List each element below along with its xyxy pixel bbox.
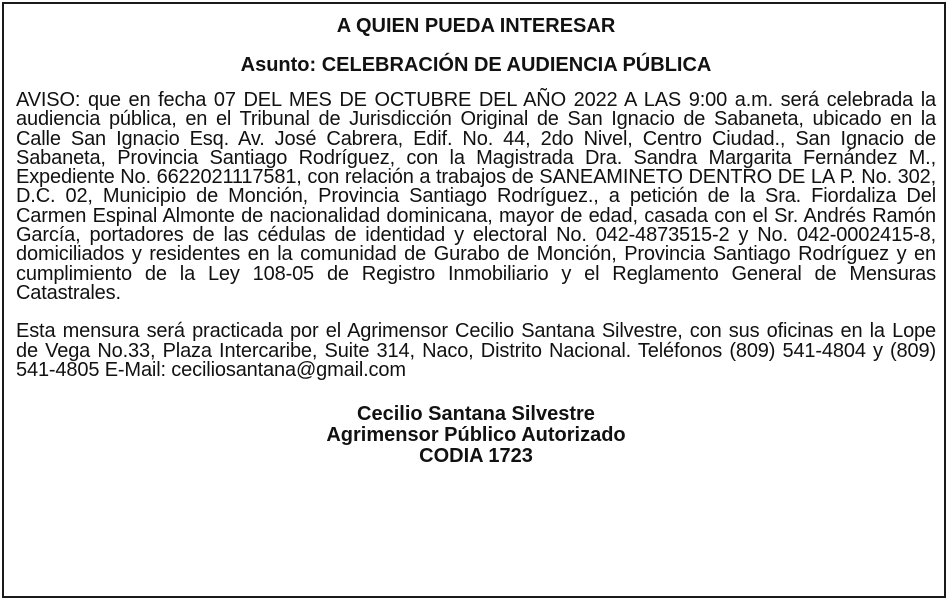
signature-block: [16, 404, 936, 467]
notice-title: A QUIEN PUEDA INTERESAR: [336, 15, 616, 37]
signature-codia: CODIA 1723: [419, 445, 533, 468]
signature-role: Agrimensor Público Autorizado: [326, 424, 626, 447]
notice-subject: Asunto: CELEBRACIÓN DE AUDIENCIA PÚBLICA: [240, 54, 712, 76]
notice-paragraph-surveyor: Esta mensura será practicada por el Agrimensor Cecilio Santana Silvestre, con sus oficinas en la Lope de Vega No.33, Plaza Intercaribe, Suite 314, Naco, Distrito Nacional. Teléfonos (809) 541-4804 y (809) 541-4805 E-Mail: ceciliosantana@gmail.com: [16, 320, 936, 381]
signature-name: Cecilio Santana Silvestre: [357, 403, 595, 426]
notice-paragraph-announcement: AVISO: que en fecha 07 DEL MES DE OCTUBRE DEL AÑO 2022 A LAS 9:00 a.m. será celebrada la audiencia pública, en el Tribunal de Jurisdicción Original de San Ignacio de Sabaneta, ubicado en la Calle San Ignacio Esq. Av. José Cabrera, Edif. No. 44, 2do Nivel, Centro Ciudad., San Ignacio de Sabaneta, Provincia Santiago Rodríguez, con la Magistrada Dra. Sandra Margarita Fernández M., Expediente No. 6622021117581, con relación a trabajos de SANEAMINETO DENTRO DE LA P. No. 302, D.C. 02, Municipio de Monción, Provincia Santiago Rodríguez., a petición de la Sra. Fiordaliza Del Carmen Espinal Almonte de nacionalidad dominicana, mayor de edad, casada con el Sr. Andrés Ramón García, portadores de las cédulas de identidad y electoral No. 042-4873515-2 y No. 042-0002415-8, domiciliados y residentes en la comunidad de Gurabo de Monción, Provincia Santiago Rodríguez y en cumplimiento de la Ley 108-05 de Registro Inmobiliario y el Reglamento General de Mensuras Catastrales.: [16, 89, 936, 304]
notice-content: [16, 14, 936, 467]
